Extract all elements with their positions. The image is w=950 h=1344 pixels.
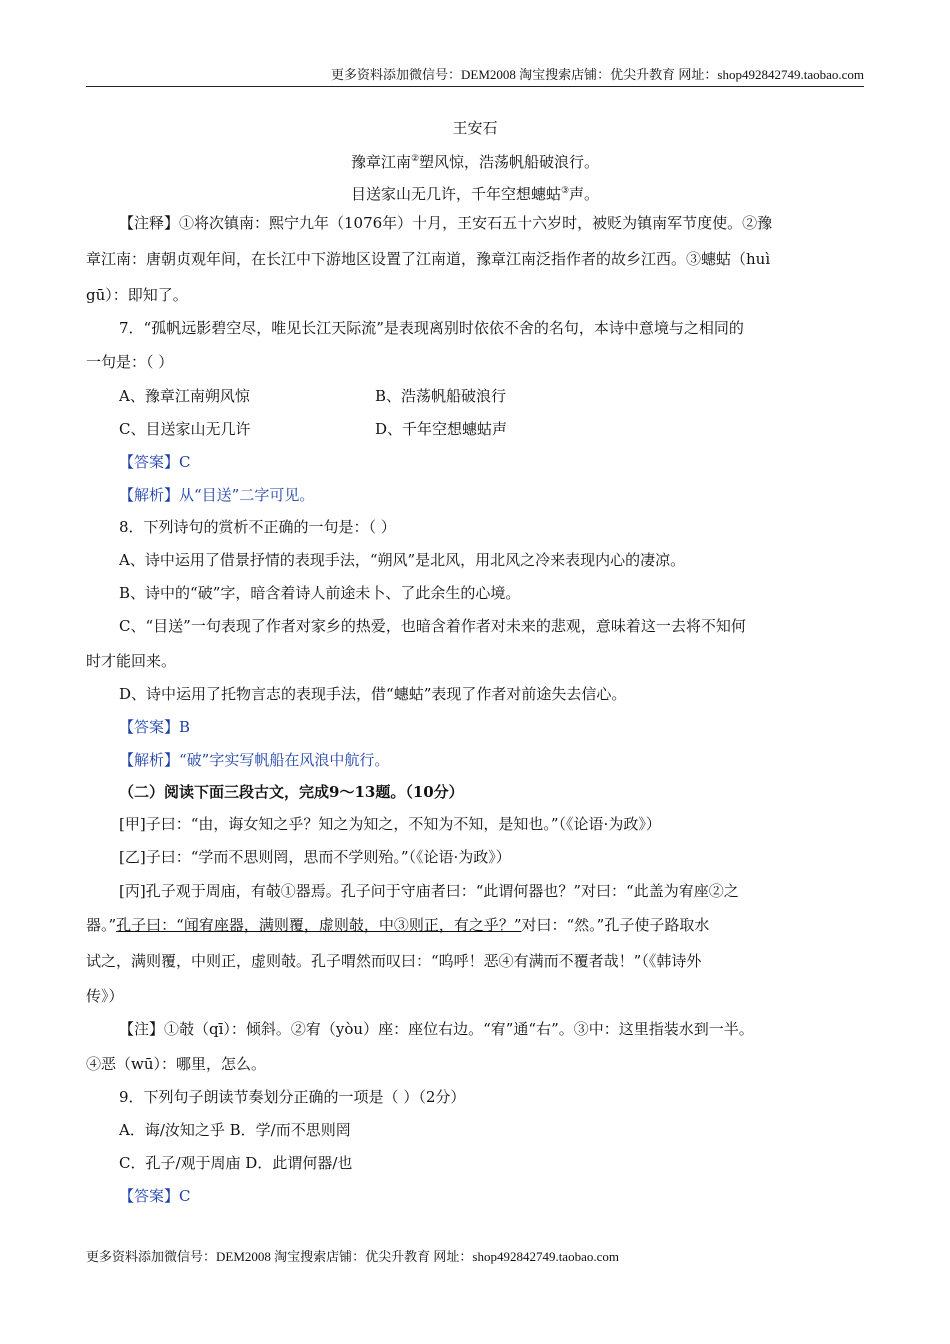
poem-line-2-start: 目送家山无几许，千年空想蟪蛄	[350, 185, 561, 203]
q7-option-c: C、目送家山无几许	[119, 420, 251, 438]
poem-author: 王安石	[452, 119, 498, 137]
q8-analysis: 【解析】“破”字实写帆船在风浪中航行。	[119, 751, 390, 769]
passage-text: 对曰：“然。”孔子使子路取水	[521, 916, 710, 934]
passage-yi: [乙]子曰：“学而不思则罔，思而不学则殆。”（《论语·为政》）	[119, 848, 511, 866]
passage-bing-cont: 试之，满则覆，中则正，虚则攲。孔子喟然而叹曰：“呜呼！恶④有满而不覆者哉！”（《韩诗外	[86, 952, 702, 970]
q7-option-a: A、豫章江南朔风惊	[119, 387, 250, 405]
q8-option-c: C、“目送”一句表现了作者对家乡的热爱，也暗含着作者对未来的悲观，意味着这一去将不知何	[119, 617, 746, 635]
question-9: 9．下列句子朗读节奏划分正确的一项是（ ）（2分）	[119, 1088, 466, 1106]
poem-note-line: gū）：即知了。	[86, 286, 188, 304]
q7-option-b: B、浩荡帆船破浪行	[375, 387, 507, 405]
q9-answer: 【答案】C	[119, 1187, 191, 1205]
passage-note-cont: ④恶（wū）：哪里，怎么。	[86, 1055, 267, 1073]
poem-note-line: 【注释】①将次镇南：熙宁九年（1076年）十月，王安石五十六岁时，被贬为镇南军节度使。②豫	[119, 214, 773, 232]
passage-bing-cont	[86, 914, 709, 936]
poem-line-1-start: 豫章江南	[350, 153, 411, 171]
footnote-marker: ②	[410, 154, 420, 164]
q7-analysis: 【解析】从“目送”二字可见。	[119, 486, 315, 504]
question-7-cont: 一句是：（ ）	[86, 353, 174, 371]
passage-jia: [甲]子曰：“由，诲女知之乎？知之为知之，不知为不知，是知也。”（《论语·为政》）	[119, 815, 661, 833]
section-title: （二）阅读下面三段古文，完成9～13题。（10分）	[119, 783, 464, 801]
q7-option-d: D、千年空想蟪蛄声	[375, 420, 508, 438]
question-8: 8．下列诗句的赏析不正确的一句是：（ ）	[119, 518, 396, 536]
q7-answer: 【答案】C	[119, 453, 191, 471]
underlined-sentence: 孔子曰：“闻宥座器，满则覆，虚则攲，中③则正，有之乎？”	[116, 916, 522, 934]
passage-text: 器。”	[86, 916, 117, 934]
q8-answer: 【答案】B	[119, 718, 191, 736]
passage-note: 【注】①攲（qī）：倾斜。②宥（yòu）座：座位右边。“宥”通“右”。③中：这里指装水到一半。	[119, 1020, 754, 1038]
poem-line-2	[86, 180, 864, 205]
footnote-marker: ③	[560, 186, 570, 196]
question-7: 7．“孤帆远影碧空尽，唯见长江天际流”是表现离别时依依不舍的名句，本诗中意境与之相同的	[119, 319, 744, 337]
q8-option-c-cont: 时才能回来。	[86, 652, 177, 670]
passage-bing-cont: 传》）	[86, 987, 124, 1005]
poem-line-2-end: 声。	[569, 185, 600, 203]
q8-option-a: A、诗中运用了借景抒情的表现手法，“朔风”是北风，用北风之冷来表现内心的凄凉。	[119, 551, 686, 569]
poem-line-1-end: 塑风惊，浩荡帆船破浪行。	[419, 153, 600, 171]
page-footer: 更多资料添加微信号：DEM2008 淘宝搜索店铺：优尖升教育 网址：shop492842749.taobao.com	[86, 1249, 619, 1264]
q9-options-ab: A．诲/汝知之乎 B．学/而不思则罔	[119, 1121, 351, 1139]
q9-options-cd: C．孔子/观于周庙 D．此谓何器/也	[119, 1154, 353, 1172]
q8-option-d: D、诗中运用了托物言志的表现手法，借“蟪蛄”表现了作者对前途失去信心。	[119, 685, 627, 703]
q8-option-b: B、诗中的“破”字，暗含着诗人前途未卜、了此余生的心境。	[119, 584, 521, 602]
page-header: 更多资料添加微信号：DEM2008 淘宝搜索店铺：优尖升教育 网址：shop492842749.taobao.com	[86, 66, 864, 87]
poem-line-1	[86, 148, 864, 173]
passage-bing: [丙]孔子观于周庙，有攲①器焉。孔子问于守庙者曰：“此谓何器也？”对曰：“此盖为宥座②之	[119, 882, 739, 900]
poem-note-line: 章江南：唐朝贞观年间，在长江中下游地区设置了江南道，豫章江南泛指作者的故乡江西。③蟪蛄（huì	[86, 250, 771, 268]
